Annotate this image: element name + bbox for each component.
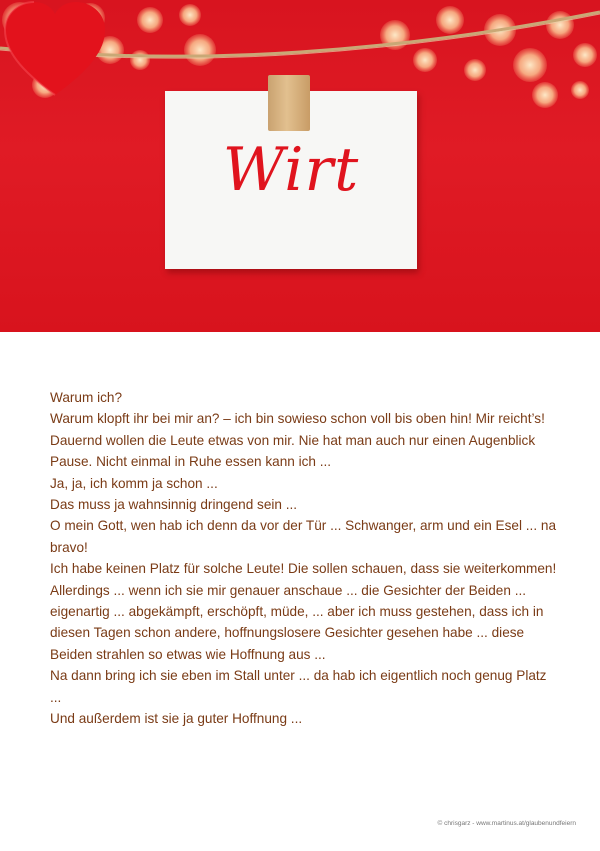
monologue-line: Und außerdem ist sie ja guter Hoffnung ... [50,711,303,727]
monologue-line: Warum klopft ihr bei mir an? – ich bin sowieso schon voll bis oben hin! Mir reicht’s! [50,411,545,427]
header-image [0,0,600,332]
heart-icon [0,0,110,100]
monologue-line: Na dann bring ich sie eben im Stall unter ... da hab ich eigentlich noch genug Platz ... [50,668,547,705]
monologue-line: Warum ich? [50,390,123,405]
monologue-text [50,387,560,730]
monologue-line: Ich habe keinen Platz für solche Leute! Die sollen schauen, dass sie weiterkommen! [50,561,557,577]
monologue-line: Ja, ja, ich komm ja schon ... [50,475,218,491]
monologue-line: Allerdings ... wenn ich sie mir genauer anschaue ... die Gesichter der Beiden ... eigenartig ... abgekämpft, erschöpft, müde, ... aber ich muss gestehen, dass ich in diesen Tagen schon andere, hoffnungslosere Gesichter gesehen habe ... diese Beiden strahlen so etwas wie Hoffnung aus ... [50,582,544,662]
monologue-line: Das muss ja wahnsinnig dringend sein ... [50,497,298,513]
photo-credit: © chrisgarz - www.martinus.at/glaubenundfeiern [437,820,576,827]
clothespin-icon [268,75,310,131]
card-title: Wirt [222,135,360,205]
monologue-line: O mein Gott, wen hab ich denn da vor der Tür ... Schwanger, arm und ein Esel ... na bravo! [50,518,557,555]
monologue-line: Dauernd wollen die Leute etwas von mir. Nie hat man auch nur einen Augenblick Pause. Nicht einmal in Ruhe essen kann ich ... [50,432,536,470]
